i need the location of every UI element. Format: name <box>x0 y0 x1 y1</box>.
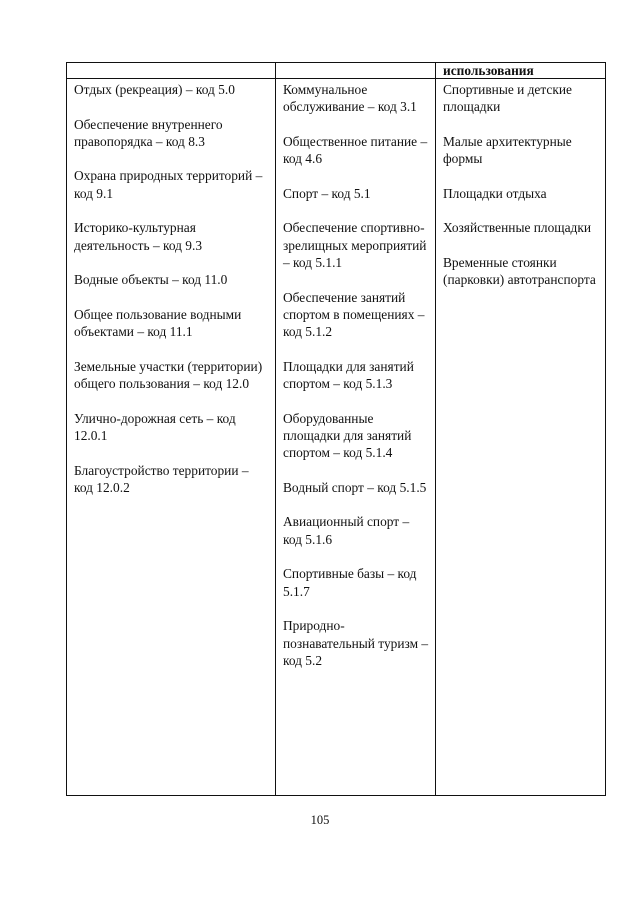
list-item: Спортивные и детские площадки <box>443 82 572 115</box>
list-item: Малые архитектурные формы <box>443 133 572 167</box>
list-item: Историко-культурная деятельность – код 9.3 <box>74 220 203 253</box>
list-item: Спортивные базы – код 5.1.7 <box>283 566 417 599</box>
header-cell-2 <box>276 63 436 79</box>
main-uses-cell <box>67 79 276 796</box>
list-item: Охрана природных территорий – код 9.1 <box>74 168 263 201</box>
list-item: Оборудованные площадки для занятий спортом – код 5.1.4 <box>283 410 412 461</box>
list-item: Отдых (рекреация) – код 5.0 <box>74 82 235 97</box>
header-label-usage: использования <box>443 63 534 78</box>
list-item: Водные объекты – код 11.0 <box>74 272 228 288</box>
list-item: Общее пользование водными объектами – код 11.1 <box>74 306 242 340</box>
conditional-uses-cell <box>276 79 436 796</box>
list-item: Площадки отдыха <box>443 185 547 201</box>
page-number: 105 <box>310 813 330 827</box>
list-item: Обеспечение занятий спортом в помещениях – код 5.1.2 <box>283 289 425 340</box>
list-item: Спорт – код 5.1 <box>283 185 371 201</box>
land-use-table <box>66 62 606 796</box>
list-item: Обеспечение внутреннего правопорядка – код 8.3 <box>74 116 223 149</box>
list-item: Обеспечение спортивно-зрелищных мероприятий – код 5.1.1 <box>283 220 427 270</box>
list-item: Природно-познавательный туризм – код 5.2 <box>283 618 429 668</box>
header-cell-3 <box>436 63 606 79</box>
list-item: Площадки для занятий спортом – код 5.1.3 <box>283 358 414 392</box>
header-cell-1 <box>67 63 276 79</box>
table-header-row <box>67 63 606 79</box>
auxiliary-uses-cell <box>436 79 606 796</box>
list-item: Благоустройство территории – код 12.0.2 <box>74 462 249 495</box>
list-item: Хозяйственные площадки <box>443 220 592 236</box>
list-item: Водный спорт – код 5.1.5 <box>283 479 427 495</box>
list-item: Улично-дорожная сеть – код 12.0.1 <box>74 410 236 443</box>
list-item: Авиационный спорт – код 5.1.6 <box>283 514 410 547</box>
list-item: Коммунальное обслуживание – код 3.1 <box>283 82 417 115</box>
table-body-row <box>67 79 606 796</box>
list-item: Земельные участки (территории) общего пользования – код 12.0 <box>74 358 263 392</box>
list-item: Временные стоянки (парковки) автотранспорта <box>443 254 596 288</box>
list-item: Общественное питание – код 4.6 <box>283 133 428 167</box>
